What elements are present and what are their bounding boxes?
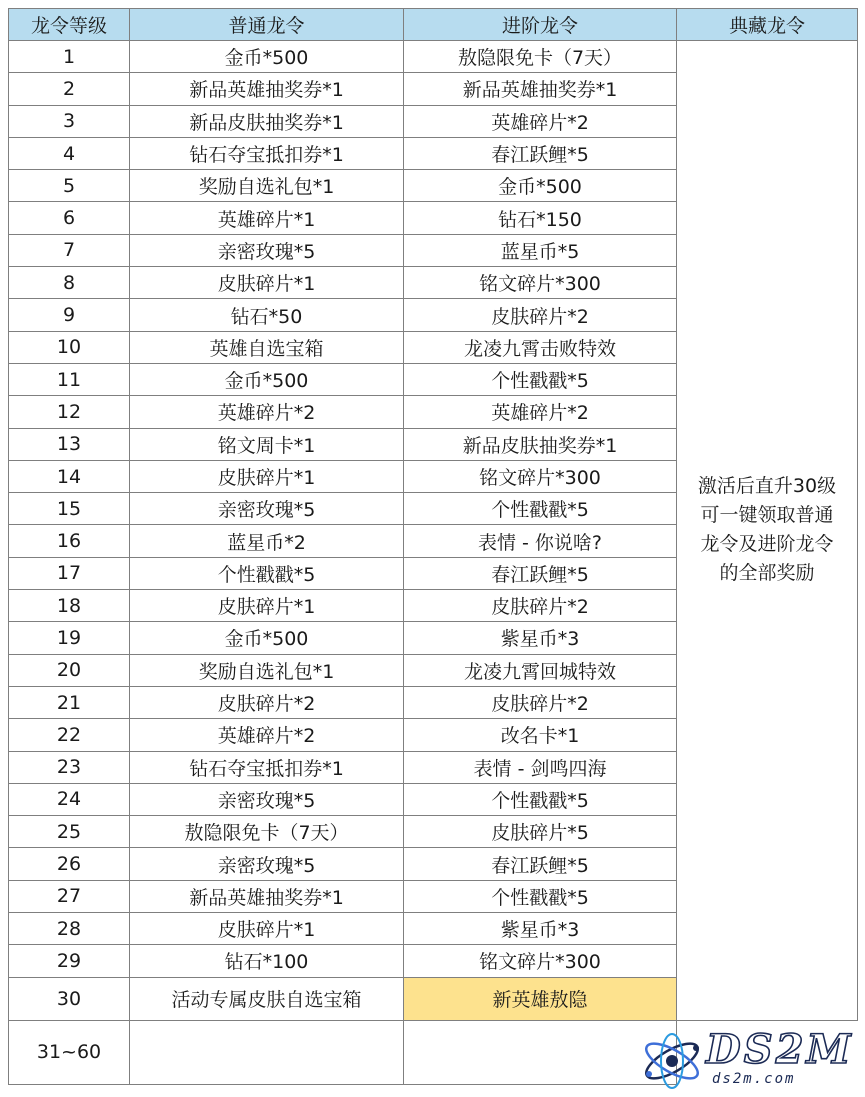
level-cell: 27 — [9, 880, 130, 912]
ds2m-watermark — [640, 1026, 855, 1094]
level-cell: 9 — [9, 299, 130, 331]
normal-reward-cell: 个性戳戳*5 — [130, 557, 404, 589]
advanced-reward-cell: 金币*500 — [404, 170, 677, 202]
level-cell: 30 — [9, 977, 130, 1020]
level-cell: 4 — [9, 137, 130, 169]
level-cell: 16 — [9, 525, 130, 557]
advanced-reward-cell: 表情 - 你说啥? — [404, 525, 677, 557]
normal-reward-cell: 皮肤碎片*1 — [130, 267, 404, 299]
header-collection-pass: 典藏龙令 — [677, 9, 858, 41]
advanced-reward-cell: 新品英雄抽奖券*1 — [404, 73, 677, 105]
level-cell: 31~60 — [9, 1020, 130, 1084]
level-cell: 22 — [9, 719, 130, 751]
header-level: 龙令等级 — [9, 9, 130, 41]
level-cell: 3 — [9, 105, 130, 137]
advanced-reward-cell: 敖隐限免卡（7天） — [404, 41, 677, 73]
level-cell: 26 — [9, 848, 130, 880]
normal-reward-cell: 奖励自选礼包*1 — [130, 654, 404, 686]
normal-reward-cell: 亲密玫瑰*5 — [130, 783, 404, 815]
level-cell: 19 — [9, 622, 130, 654]
header-normal-pass: 普通龙令 — [130, 9, 404, 41]
advanced-reward-cell: 铭文碎片*300 — [404, 460, 677, 492]
advanced-reward-cell: 表情 - 剑鸣四海 — [404, 751, 677, 783]
normal-reward-cell — [130, 1020, 404, 1084]
advanced-reward-cell: 紫星币*3 — [404, 913, 677, 945]
table-row — [9, 41, 858, 73]
normal-reward-cell: 钻石夺宝抵扣券*1 — [130, 137, 404, 169]
normal-reward-cell: 钻石*100 — [130, 945, 404, 977]
advanced-reward-cell: 春江跃鲤*5 — [404, 848, 677, 880]
normal-reward-cell: 亲密玫瑰*5 — [130, 234, 404, 266]
level-cell: 2 — [9, 73, 130, 105]
level-cell: 6 — [9, 202, 130, 234]
collection-note-line: 激活后直升30级 — [697, 475, 837, 498]
advanced-reward-cell: 个性戳戳*5 — [404, 783, 677, 815]
normal-reward-cell: 蓝星币*2 — [130, 525, 404, 557]
advanced-reward-cell: 皮肤碎片*5 — [404, 816, 677, 848]
normal-reward-cell: 英雄碎片*2 — [130, 719, 404, 751]
normal-reward-cell: 铭文周卡*1 — [130, 428, 404, 460]
header-advanced-pass: 进阶龙令 — [404, 9, 677, 41]
watermark-url: ds2m.com — [712, 1071, 796, 1087]
advanced-reward-cell: 蓝星币*5 — [404, 234, 677, 266]
collection-pass-note — [677, 41, 858, 1021]
level-cell: 29 — [9, 945, 130, 977]
advanced-reward-cell: 皮肤碎片*2 — [404, 686, 677, 718]
level-cell: 11 — [9, 363, 130, 395]
normal-reward-cell: 金币*500 — [130, 41, 404, 73]
advanced-reward-cell: 春江跃鲤*5 — [404, 557, 677, 589]
normal-reward-cell: 亲密玫瑰*5 — [130, 848, 404, 880]
level-cell: 18 — [9, 590, 130, 622]
advanced-reward-cell: 钻石*150 — [404, 202, 677, 234]
advanced-reward-cell: 新英雄敖隐 — [404, 977, 677, 1020]
normal-reward-cell: 皮肤碎片*1 — [130, 913, 404, 945]
collection-note-line: 龙令及进阶龙令 — [700, 533, 834, 556]
normal-reward-cell: 钻石夺宝抵扣券*1 — [130, 751, 404, 783]
advanced-reward-cell: 新品皮肤抽奖券*1 — [404, 428, 677, 460]
normal-reward-cell: 英雄碎片*1 — [130, 202, 404, 234]
normal-reward-cell: 钻石*50 — [130, 299, 404, 331]
collection-note-line: 的全部奖励 — [719, 562, 815, 585]
level-cell: 8 — [9, 267, 130, 299]
advanced-reward-cell: 紫星币*3 — [404, 622, 677, 654]
advanced-reward-cell: 英雄碎片*2 — [404, 396, 677, 428]
normal-reward-cell: 敖隐限免卡（7天） — [130, 816, 404, 848]
level-cell: 21 — [9, 686, 130, 718]
atom-orbit-icon — [640, 1030, 704, 1092]
normal-reward-cell: 奖励自选礼包*1 — [130, 170, 404, 202]
advanced-reward-cell: 龙凌九霄回城特效 — [404, 654, 677, 686]
normal-reward-cell: 皮肤碎片*1 — [130, 460, 404, 492]
advanced-reward-cell: 皮肤碎片*2 — [404, 590, 677, 622]
advanced-reward-cell: 个性戳戳*5 — [404, 880, 677, 912]
normal-reward-cell: 新品英雄抽奖券*1 — [130, 880, 404, 912]
level-cell: 15 — [9, 493, 130, 525]
level-cell: 7 — [9, 234, 130, 266]
normal-reward-cell: 活动专属皮肤自选宝箱 — [130, 977, 404, 1020]
level-cell: 1 — [9, 41, 130, 73]
normal-reward-cell: 新品皮肤抽奖券*1 — [130, 105, 404, 137]
level-cell: 14 — [9, 460, 130, 492]
advanced-reward-cell: 英雄碎片*2 — [404, 105, 677, 137]
advanced-reward-cell: 个性戳戳*5 — [404, 363, 677, 395]
advanced-reward-cell: 改名卡*1 — [404, 719, 677, 751]
advanced-reward-cell — [404, 1020, 677, 1084]
normal-reward-cell: 金币*500 — [130, 363, 404, 395]
normal-reward-cell: 皮肤碎片*2 — [130, 686, 404, 718]
level-cell: 28 — [9, 913, 130, 945]
level-cell: 24 — [9, 783, 130, 815]
level-cell: 17 — [9, 557, 130, 589]
watermark-brand: DS2M — [706, 1026, 854, 1073]
dragon-pass-reward-table — [8, 8, 858, 1085]
level-cell: 5 — [9, 170, 130, 202]
level-cell: 20 — [9, 654, 130, 686]
advanced-reward-cell: 个性戳戳*5 — [404, 493, 677, 525]
advanced-reward-cell: 春江跃鲤*5 — [404, 137, 677, 169]
normal-reward-cell: 英雄碎片*2 — [130, 396, 404, 428]
advanced-reward-cell: 铭文碎片*300 — [404, 267, 677, 299]
level-cell: 10 — [9, 331, 130, 363]
level-cell: 23 — [9, 751, 130, 783]
normal-reward-cell: 英雄自选宝箱 — [130, 331, 404, 363]
normal-reward-cell: 皮肤碎片*1 — [130, 590, 404, 622]
advanced-reward-cell: 龙凌九霄击败特效 — [404, 331, 677, 363]
normal-reward-cell: 金币*500 — [130, 622, 404, 654]
level-cell: 25 — [9, 816, 130, 848]
normal-reward-cell: 新品英雄抽奖券*1 — [130, 73, 404, 105]
level-cell: 13 — [9, 428, 130, 460]
table-header-row — [9, 9, 858, 41]
collection-note-line: 可一键领取普通 — [700, 504, 834, 527]
level-cell: 12 — [9, 396, 130, 428]
advanced-reward-cell: 皮肤碎片*2 — [404, 299, 677, 331]
normal-reward-cell: 亲密玫瑰*5 — [130, 493, 404, 525]
advanced-reward-cell: 铭文碎片*300 — [404, 945, 677, 977]
